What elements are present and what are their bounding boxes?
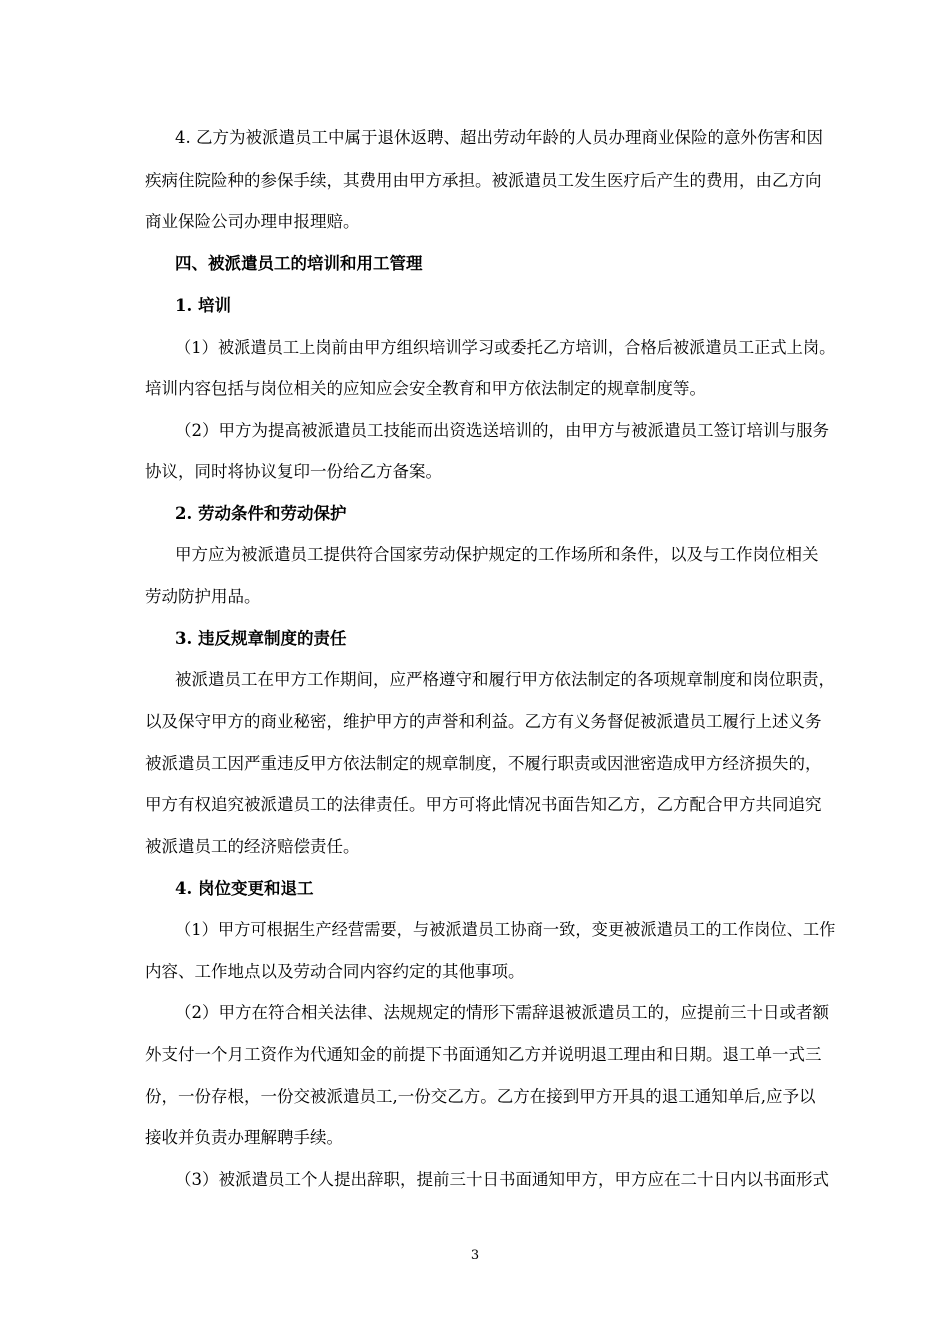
subsection-heading: 4. 岗位变更和退工 <box>175 879 314 898</box>
paragraph-line: 培训内容包括与岗位相关的应知应会安全教育和甲方依法制定的规章制度等。 <box>145 379 706 398</box>
subsection-heading: 2. 劳动条件和劳动保护 <box>175 504 347 523</box>
subsection-heading: 1. 培训 <box>175 296 231 315</box>
paragraph-line: 被派遣员工的经济赔偿责任。 <box>145 837 360 856</box>
paragraph-line: 以及保守甲方的商业秘密，维护甲方的声誉和利益。乙方有义务督促被派遣员工履行上述义务 <box>145 712 822 731</box>
paragraph-line: 被派遣员工因严重违反甲方依法制定的规章制度，不履行职责或因泄密造成甲方经济损失的， <box>145 754 822 773</box>
paragraph-line: 被派遣员工在甲方工作期间，应严格遵守和履行甲方依法制定的各项规章制度和岗位职责， <box>175 670 835 689</box>
paragraph-line: 内容、工作地点以及劳动合同内容约定的其他事项。 <box>145 962 525 981</box>
paragraph-line: 外支付一个月工资作为代通知金的前提下书面通知乙方并说明退工理由和日期。退工单一式三 <box>145 1045 822 1064</box>
paragraph-line: 商业保险公司办理申报理赔。 <box>145 212 360 231</box>
section-heading: 四、被派遣员工的培训和用工管理 <box>175 254 423 273</box>
paragraph-line: （2）甲方在符合相关法律、法规规定的情形下需辞退被派遣员工的，应提前三十日或者额 <box>175 1003 829 1022</box>
paragraph-line: 甲方应为被派遣员工提供符合国家劳动保护规定的工作场所和条件，以及与工作岗位相关 <box>175 545 819 564</box>
page-number: 3 <box>470 1248 480 1263</box>
paragraph-line: 疾病住院险种的参保手续，其费用由甲方承担。被派遣员工发生医疗后产生的费用，由乙方向 <box>145 171 822 190</box>
paragraph-line: （3）被派遣员工个人提出辞职，提前三十日书面通知甲方，甲方应在二十日内以书面形式 <box>175 1170 829 1189</box>
paragraph-line: （1）甲方可根据生产经营需要，与被派遣员工协商一致，变更被派遣员工的工作岗位、工作 <box>175 920 836 939</box>
paragraph-line: （2）甲方为提高被派遣员工技能而出资选送培训的，由甲方与被派遣员工签订培训与服务 <box>175 421 829 440</box>
paragraph-line: 4. 乙方为被派遣员工中属于退休返聘、超出劳动年龄的人员办理商业保险的意外伤害和因 <box>175 128 823 147</box>
paragraph-line: （1）被派遣员工上岗前由甲方组织培训学习或委托乙方培训，合格后被派遣员工正式上岗。 <box>175 338 836 357</box>
paragraph-line: 接收并负责办理解聘手续。 <box>145 1128 343 1147</box>
paragraph-line: 甲方有权追究被派遣员工的法律责任。甲方可将此情况书面告知乙方，乙方配合甲方共同追究 <box>145 795 822 814</box>
subsection-heading: 3. 违反规章制度的责任 <box>175 629 347 648</box>
paragraph-line: 劳动防护用品。 <box>145 587 261 606</box>
paragraph-line: 份，一份存根，一份交被派遣员工,一份交乙方。乙方在接到甲方开具的退工通知单后,应予以 <box>145 1087 816 1106</box>
paragraph-line: 协议，同时将协议复印一份给乙方备案。 <box>145 462 442 481</box>
